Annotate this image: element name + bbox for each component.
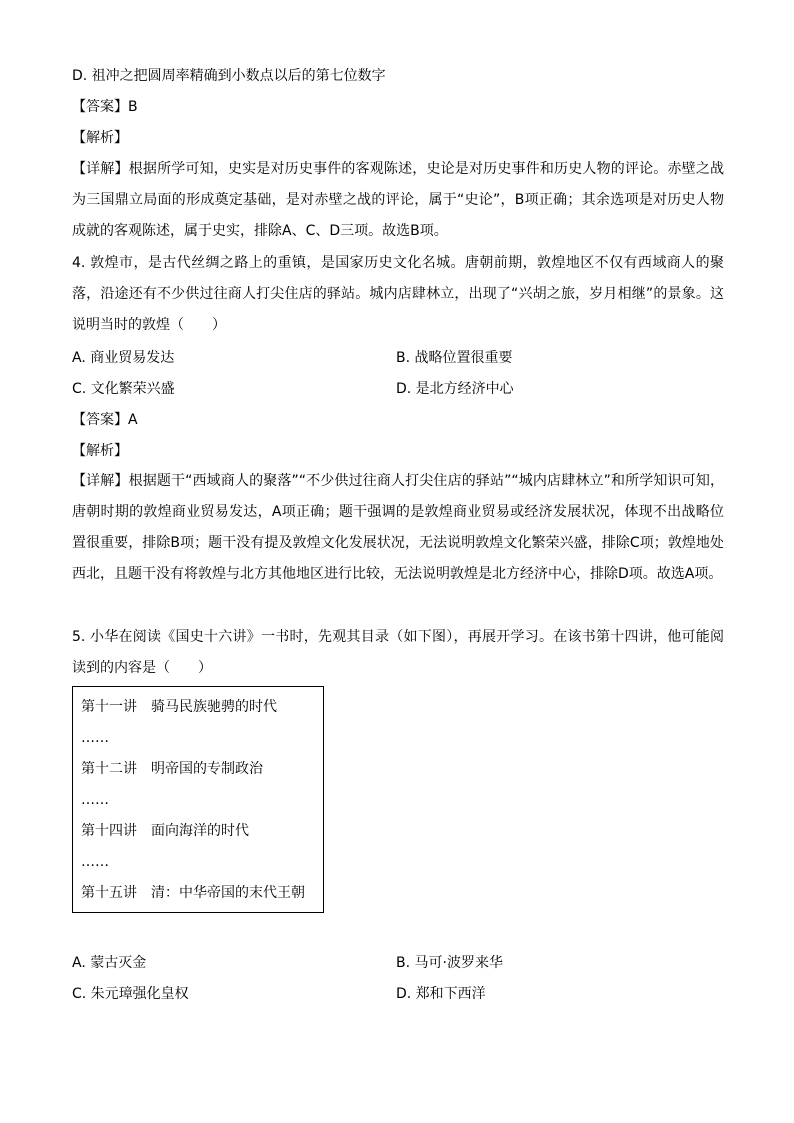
toc-line-12: 第十二讲 明帝国的专制政治 xyxy=(81,761,263,777)
q3-option-d: D. 祖冲之把圆周率精确到小数点以后的第七位数字 xyxy=(72,68,386,84)
q5-option-d: D. 郑和下西洋 xyxy=(396,986,486,1002)
q3-analysis-heading: 【解析】 xyxy=(72,130,128,146)
q5-option-a: A. 蒙古灭金 xyxy=(72,955,147,971)
q4-answer: 【答案】A xyxy=(72,412,138,428)
q3-answer: 【答案】B xyxy=(72,99,138,115)
toc-line-11: 第十一讲 骑马民族驰骋的时代 xyxy=(81,699,277,715)
q4-stem: 4. 敦煌市，是古代丝绸之路上的重镇，是国家历史文化名城。唐朝前期，敦煌地区不仅有西域商人的聚落，沿途还有不少供过往商人打尖住店的驿站。城内店肆林立，出现了“兴胡之旅，岁月相继”的景象。这说明当时的敦煌（ ） xyxy=(72,255,724,333)
q5-stem: 5. 小华在阅读《国史十六讲》一书时，先观其目录（如下图），再展开学习。在该书第十四讲，他可能阅读到的内容是（ ） xyxy=(72,629,724,676)
toc-ellipsis: …… xyxy=(81,730,109,746)
toc-line-15: 第十五讲 清：中华帝国的末代王朝 xyxy=(81,885,305,901)
q5-option-c: C. 朱元璋强化皇权 xyxy=(72,986,189,1002)
q4-analysis-heading: 【解析】 xyxy=(72,443,128,459)
q5-option-b: B. 马可·波罗来华 xyxy=(396,955,503,971)
toc-ellipsis: …… xyxy=(81,854,109,870)
q4-option-b: B. 战略位置很重要 xyxy=(396,350,513,366)
q3-detail: 【详解】根据所学可知，史实是对历史事件的客观陈述，史论是对历史事件和历史人物的评论。赤壁之战为三国鼎立局面的形成奠定基础，是对赤壁之战的评论，属于“史论”，B项正确；其余选项是对历史人物成就的客观陈述，属于史实，排除A、C、D三项。故选B项。 xyxy=(72,161,724,239)
q4-option-d: D. 是北方经济中心 xyxy=(396,381,514,397)
q4-detail: 【详解】根据题干“西域商人的聚落”“不少供过往商人打尖住店的驿站”“城内店肆林立”和所学知识可知，唐朝时期的敦煌商业贸易发达，A项正确；题干强调的是敦煌商业贸易或经济发展状况，体现不出战略位置很重要，排除B项；题干没有提及敦煌文化发展状况，无法说明敦煌文化繁荣兴盛，排除C项；敦煌地处西北，且题干没有将敦煌与北方其他地区进行比较，无法说明敦煌是北方经济中心，排除D项。故选A项。 xyxy=(72,473,724,582)
toc-ellipsis: …… xyxy=(81,792,109,808)
toc-line-14: 第十四讲 面向海洋的时代 xyxy=(81,823,249,839)
q4-option-c: C. 文化繁荣兴盛 xyxy=(72,381,175,397)
table-of-contents-box xyxy=(72,686,324,913)
q4-option-a: A. 商业贸易发达 xyxy=(72,350,175,366)
